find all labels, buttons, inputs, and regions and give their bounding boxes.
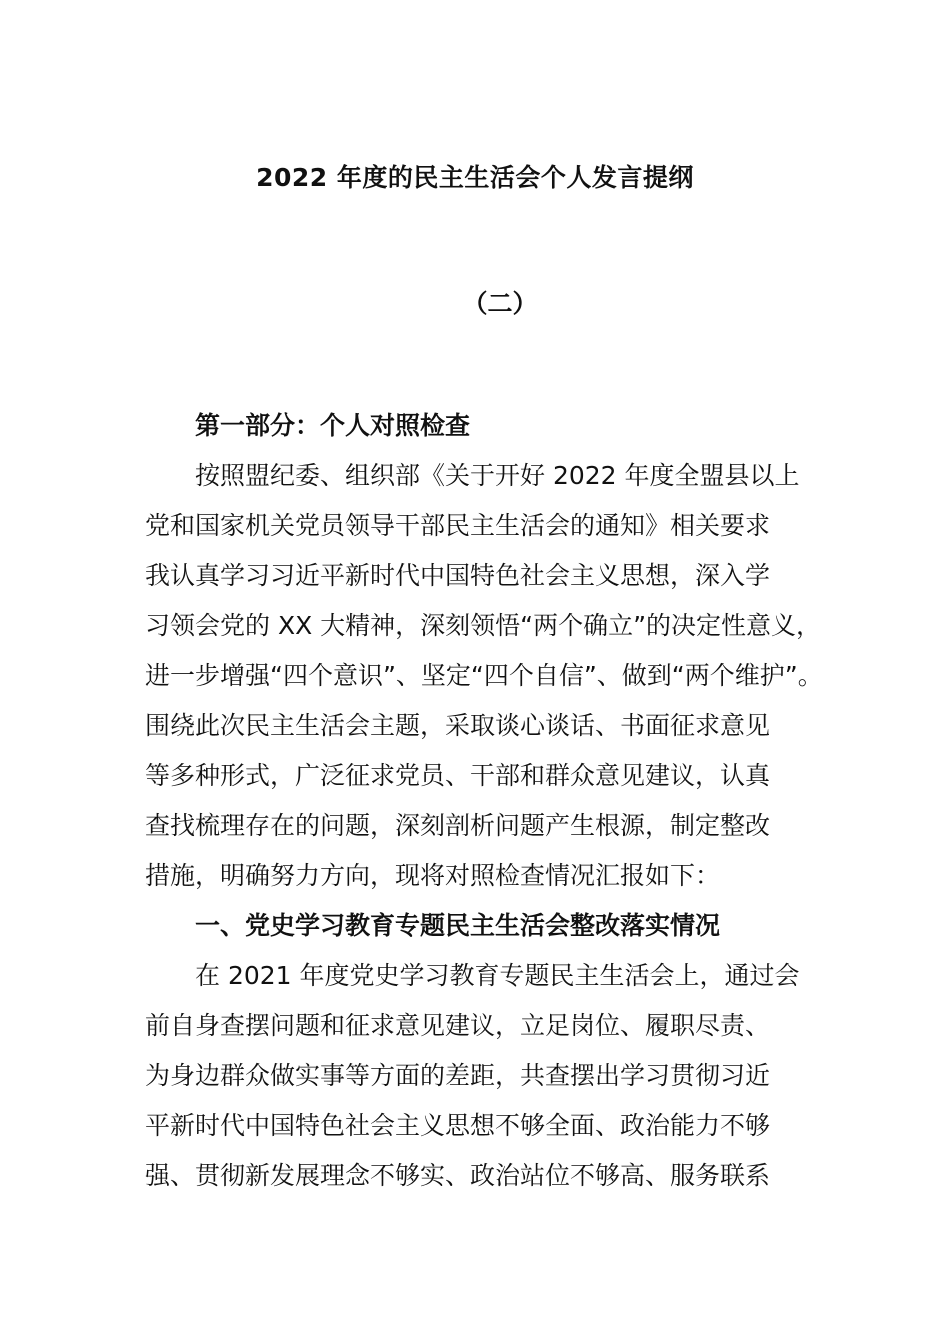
paragraph-line: 围绕此次民主生活会主题，采取谈心谈话、书面征求意见 bbox=[145, 711, 771, 740]
document-title: 2022 年度的民主生活会个人发言提纲 bbox=[256, 163, 694, 192]
document-subtitle: （二） bbox=[462, 289, 538, 318]
paragraph-line: 党和国家机关党员领导干部民主生活会的通知》相关要求 bbox=[145, 511, 771, 540]
section-heading: 第一部分：个人对照检查 bbox=[195, 411, 471, 440]
paragraph-line: 我认真学习习近平新时代中国特色社会主义思想，深入学 bbox=[145, 561, 771, 590]
paragraph-line: 等多种形式，广泛征求党员、干部和群众意见建议，认真 bbox=[145, 761, 771, 790]
subheading-rectification: 一、党史学习教育专题民主生活会整改落实情况 bbox=[195, 911, 721, 940]
paragraph-line: 查找梳理存在的问题，深刻剖析问题产生根源，制定整改 bbox=[145, 811, 771, 840]
paragraph-line: 按照盟纪委、组织部《关于开好 2022 年度全盟县以上 bbox=[195, 461, 800, 490]
paragraph-line: 措施，明确努力方向，现将对照检查情况汇报如下： bbox=[145, 861, 721, 890]
paragraph-line: 习领会党的 XX 大精神，深刻领悟“两个确立”的决定性意义， bbox=[145, 611, 822, 640]
paragraph-line: 强、贯彻新发展理念不够实、政治站位不够高、服务联系 bbox=[145, 1161, 771, 1190]
paragraph-line: 在 2021 年度党史学习教育专题民主生活会上，通过会 bbox=[195, 961, 800, 990]
paragraph-line: 前自身查摆问题和征求意见建议，立足岗位、履职尽责、 bbox=[145, 1011, 771, 1040]
paragraph-line: 为身边群众做实事等方面的差距，共查摆出学习贯彻习近 bbox=[145, 1061, 771, 1090]
paragraph-line: 平新时代中国特色社会主义思想不够全面、政治能力不够 bbox=[145, 1111, 771, 1140]
paragraph-line: 进一步增强“四个意识”、坚定“四个自信”、做到“两个维护”。 bbox=[145, 661, 823, 690]
